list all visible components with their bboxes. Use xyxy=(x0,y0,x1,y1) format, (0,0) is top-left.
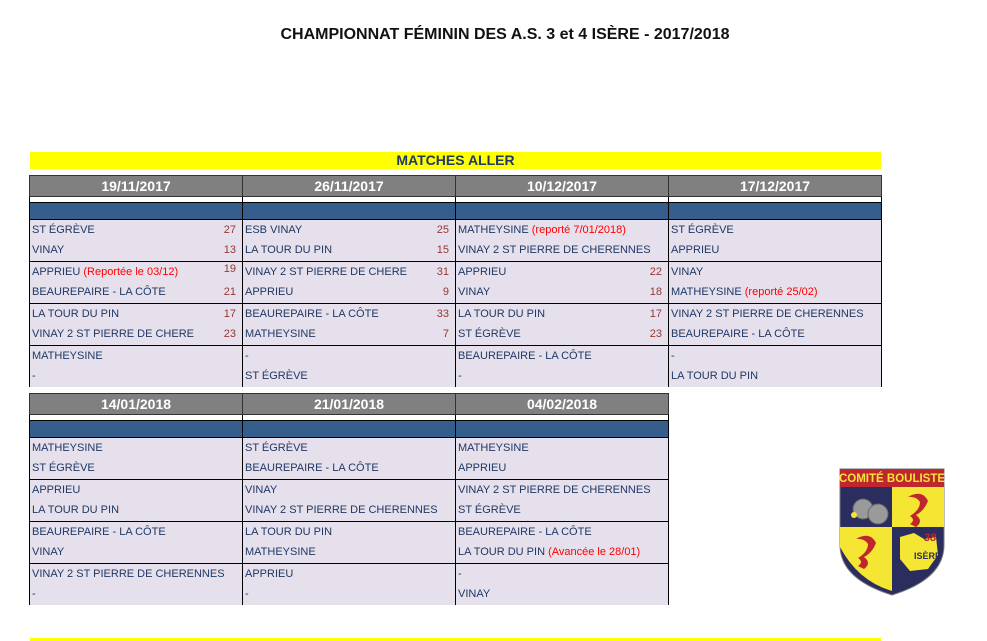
match xyxy=(243,522,455,563)
away-team-name: VINAY 2 ST PIERRE DE CHERENNES xyxy=(245,504,438,516)
home-team-line xyxy=(245,220,449,240)
match xyxy=(669,346,881,387)
section-header-matches-aller: MATCHES ALLER xyxy=(30,152,881,169)
match-cell xyxy=(243,480,456,522)
home-team-line xyxy=(671,262,875,282)
away-score: 13 xyxy=(223,244,236,256)
date-header: 04/02/2018 xyxy=(456,394,669,415)
home-team-name: VINAY 2 ST PIERRE DE CHERENNES xyxy=(32,568,225,580)
home-team-line xyxy=(245,262,449,282)
match xyxy=(669,304,881,345)
match-cell xyxy=(669,346,882,388)
match-cell xyxy=(30,304,243,346)
home-team-line xyxy=(32,304,236,324)
home-team-line xyxy=(245,346,449,366)
away-team-name: - xyxy=(32,370,36,382)
match-row xyxy=(30,220,882,262)
match-row xyxy=(30,480,669,522)
away-team-line xyxy=(245,240,449,260)
match-cell xyxy=(456,438,669,480)
match-cell xyxy=(30,564,243,606)
away-team-line xyxy=(671,240,875,260)
home-team-line xyxy=(458,438,662,458)
home-score: 33 xyxy=(436,308,449,320)
match xyxy=(30,304,242,345)
home-team-line xyxy=(32,346,236,366)
blue-band-cell xyxy=(30,203,243,220)
home-score: 25 xyxy=(436,224,449,236)
match xyxy=(243,480,455,521)
away-team-line xyxy=(245,366,449,386)
date-header-row xyxy=(30,394,669,415)
match xyxy=(456,304,668,345)
match xyxy=(456,262,668,303)
home-team-name: - xyxy=(458,568,462,580)
away-team-line xyxy=(32,240,236,260)
match xyxy=(456,480,668,521)
away-team-line xyxy=(458,500,662,520)
match xyxy=(30,262,242,303)
match-cell xyxy=(30,262,243,304)
match-cell xyxy=(30,220,243,262)
away-team-line xyxy=(245,282,449,302)
match xyxy=(30,220,242,261)
away-team-line xyxy=(32,282,236,302)
date-header: 21/01/2018 xyxy=(243,394,456,415)
match-cell xyxy=(30,346,243,388)
away-team-line xyxy=(458,324,662,344)
date-header: 10/12/2017 xyxy=(456,176,669,197)
comite-bouliste-logo xyxy=(838,467,946,597)
away-team-line xyxy=(458,240,662,260)
home-team-line xyxy=(458,564,662,584)
away-score: 18 xyxy=(649,286,662,298)
home-score: 22 xyxy=(649,266,662,278)
match xyxy=(243,346,455,387)
match-cell xyxy=(669,304,882,346)
date-header: 14/01/2018 xyxy=(30,394,243,415)
match xyxy=(30,480,242,521)
date-header-row xyxy=(30,176,882,197)
match xyxy=(669,220,881,261)
match-cell xyxy=(456,304,669,346)
home-team-line xyxy=(671,304,875,324)
away-score: 23 xyxy=(649,328,662,340)
away-team-name: BEAUREPAIRE - LA CÔTE xyxy=(671,328,805,340)
away-team-name: LA TOUR DU PIN xyxy=(671,370,759,382)
away-team-line xyxy=(245,324,449,344)
blue-band-cell xyxy=(456,421,669,438)
away-score: 23 xyxy=(223,328,236,340)
home-team-name: VINAY xyxy=(671,266,704,278)
home-team-name: APPRIEU xyxy=(458,266,507,278)
date-header: 17/12/2017 xyxy=(669,176,882,197)
away-score: 9 xyxy=(442,286,449,298)
blue-band-cell xyxy=(456,203,669,220)
home-team-name: APPRIEU xyxy=(32,484,81,496)
away-team-line xyxy=(32,458,236,478)
match xyxy=(243,438,455,479)
away-team-name: VINAY 2 ST PIERRE DE CHERE xyxy=(32,328,194,340)
away-team-name: ST ÉGRÈVE xyxy=(245,370,308,382)
home-score: 17 xyxy=(223,308,236,320)
home-team-line xyxy=(245,438,449,458)
away-team-name: VINAY xyxy=(458,588,491,600)
away-score: 21 xyxy=(223,286,236,298)
home-score: 19 xyxy=(223,263,236,275)
match xyxy=(30,522,242,563)
away-team-line xyxy=(32,324,236,344)
match-cell xyxy=(243,304,456,346)
home-team-name: ESB VINAY xyxy=(245,224,303,236)
home-team-line xyxy=(32,220,236,240)
home-score: 31 xyxy=(436,266,449,278)
home-team-line xyxy=(32,262,236,282)
away-team-name: MATHEYSINE xyxy=(671,286,742,298)
away-team-name: LA TOUR DU PIN xyxy=(32,504,120,516)
home-team-name: - xyxy=(671,350,675,362)
schedule-table-1 xyxy=(29,175,882,387)
date-header: 26/11/2017 xyxy=(243,176,456,197)
home-team-line xyxy=(245,564,449,584)
away-team-name: VINAY xyxy=(458,286,491,298)
match xyxy=(243,564,455,605)
schedule-table-2 xyxy=(29,393,669,605)
home-team-name: BEAUREPAIRE - LA CÔTE xyxy=(32,526,166,538)
home-note: (Reportée le 03/12) xyxy=(83,266,179,278)
match-cell xyxy=(456,346,669,388)
match-row xyxy=(30,304,882,346)
match-row xyxy=(30,438,669,480)
match xyxy=(456,438,668,479)
away-note: (reporté 25/02) xyxy=(744,286,818,298)
svg-text:38: 38 xyxy=(924,532,937,544)
home-team-name: MATHEYSINE xyxy=(458,224,529,236)
home-team-name: ST ÉGRÈVE xyxy=(671,224,734,236)
away-score: 15 xyxy=(436,244,449,256)
away-team-name: MATHEYSINE xyxy=(245,328,316,340)
match xyxy=(669,262,881,303)
match-cell xyxy=(456,480,669,522)
home-team-line xyxy=(32,564,236,584)
away-team-name: APPRIEU xyxy=(671,244,720,256)
home-team-line xyxy=(458,304,662,324)
home-team-name: VINAY xyxy=(245,484,278,496)
match xyxy=(30,438,242,479)
away-team-line xyxy=(458,458,662,478)
match xyxy=(456,522,668,563)
match-cell xyxy=(243,438,456,480)
svg-text:COMITÉ BOULISTE: COMITÉ BOULISTE xyxy=(838,473,946,485)
home-team-name: LA TOUR DU PIN xyxy=(32,308,120,320)
match xyxy=(243,220,455,261)
home-team-name: - xyxy=(245,350,249,362)
match-row xyxy=(30,564,669,606)
away-score: 7 xyxy=(442,328,449,340)
home-team-line xyxy=(671,346,875,366)
match xyxy=(456,346,668,387)
home-team-name: VINAY 2 ST PIERRE DE CHERENNES xyxy=(671,308,864,320)
match xyxy=(456,564,668,605)
away-team-line xyxy=(671,366,875,386)
home-team-line xyxy=(671,220,875,240)
away-note: (Avancée le 28/01) xyxy=(548,546,641,558)
home-team-line xyxy=(458,480,662,500)
home-team-name: VINAY 2 ST PIERRE DE CHERE xyxy=(245,266,407,278)
home-team-name: MATHEYSINE xyxy=(458,442,529,454)
away-team-name: - xyxy=(245,588,249,600)
home-team-line xyxy=(32,522,236,542)
away-team-name: APPRIEU xyxy=(458,462,507,474)
blue-band-cell xyxy=(669,203,882,220)
match-cell xyxy=(30,522,243,564)
date-header: 19/11/2017 xyxy=(30,176,243,197)
home-team-line xyxy=(245,480,449,500)
blue-band-row xyxy=(30,203,882,220)
blue-band-cell xyxy=(243,421,456,438)
away-team-line xyxy=(245,458,449,478)
home-team-name: VINAY 2 ST PIERRE DE CHERENNES xyxy=(458,484,651,496)
match-cell xyxy=(243,522,456,564)
match-row xyxy=(30,346,882,388)
home-team-name: BEAUREPAIRE - LA CÔTE xyxy=(458,350,592,362)
away-team-line xyxy=(458,542,662,562)
match-cell xyxy=(669,262,882,304)
away-team-line xyxy=(32,500,236,520)
match-cell xyxy=(243,564,456,606)
page-title: CHAMPIONNAT FÉMININ DES A.S. 3 et 4 ISÈRE - 2017/2018 xyxy=(280,26,730,43)
away-team-line xyxy=(245,500,449,520)
home-team-name: APPRIEU xyxy=(32,266,81,278)
home-team-name: BEAUREPAIRE - LA CÔTE xyxy=(245,308,379,320)
away-team-name: VINAY xyxy=(32,244,65,256)
away-team-name: APPRIEU xyxy=(245,286,294,298)
away-team-line xyxy=(32,366,236,386)
home-team-line xyxy=(458,220,662,240)
blue-band-cell xyxy=(30,421,243,438)
match-row xyxy=(30,262,882,304)
home-team-line xyxy=(32,438,236,458)
away-team-name: ST ÉGRÈVE xyxy=(32,462,95,474)
home-team-line xyxy=(245,304,449,324)
home-team-name: LA TOUR DU PIN xyxy=(245,526,333,538)
away-team-name: LA TOUR DU PIN xyxy=(458,546,546,558)
match-cell xyxy=(30,480,243,522)
home-score: 17 xyxy=(649,308,662,320)
match-cell xyxy=(456,564,669,606)
away-team-name: MATHEYSINE xyxy=(245,546,316,558)
away-team-line xyxy=(458,584,662,604)
home-team-name: MATHEYSINE xyxy=(32,442,103,454)
away-team-line xyxy=(245,584,449,604)
blue-band-cell xyxy=(243,203,456,220)
home-note: (reporté 7/01/2018) xyxy=(531,224,626,236)
away-team-name: BEAUREPAIRE - LA CÔTE xyxy=(32,286,166,298)
home-team-name: LA TOUR DU PIN xyxy=(458,308,546,320)
away-team-name: - xyxy=(458,370,462,382)
home-team-name: BEAUREPAIRE - LA CÔTE xyxy=(458,526,592,538)
match-cell xyxy=(30,438,243,480)
blue-band-row xyxy=(30,421,669,438)
home-score: 27 xyxy=(223,224,236,236)
match xyxy=(243,304,455,345)
away-team-name: ST ÉGRÈVE xyxy=(458,504,521,516)
match-cell xyxy=(243,262,456,304)
away-team-line xyxy=(32,542,236,562)
match xyxy=(30,346,242,387)
away-team-line xyxy=(245,542,449,562)
match-cell xyxy=(243,220,456,262)
match-cell xyxy=(669,220,882,262)
away-team-name: VINAY 2 ST PIERRE DE CHERENNES xyxy=(458,244,651,256)
svg-text:ISÈRE: ISÈRE xyxy=(914,551,942,561)
match xyxy=(30,564,242,605)
match-cell xyxy=(456,522,669,564)
away-team-name: VINAY xyxy=(32,546,65,558)
away-team-line xyxy=(458,366,662,386)
away-team-line xyxy=(671,282,875,302)
home-team-line xyxy=(32,480,236,500)
match-cell xyxy=(456,220,669,262)
away-team-line xyxy=(458,282,662,302)
match-cell xyxy=(456,262,669,304)
home-team-name: MATHEYSINE xyxy=(32,350,103,362)
match-row xyxy=(30,522,669,564)
away-team-name: - xyxy=(32,588,36,600)
away-team-line xyxy=(671,324,875,344)
match-cell xyxy=(243,346,456,388)
match xyxy=(456,220,668,261)
home-team-line xyxy=(458,262,662,282)
home-team-line xyxy=(458,522,662,542)
home-team-name: ST ÉGRÈVE xyxy=(32,224,95,236)
away-team-name: BEAUREPAIRE - LA CÔTE xyxy=(245,462,379,474)
away-team-name: ST ÉGRÈVE xyxy=(458,328,521,340)
away-team-line xyxy=(32,584,236,604)
home-team-line xyxy=(458,346,662,366)
match xyxy=(243,262,455,303)
home-team-name: ST ÉGRÈVE xyxy=(245,442,308,454)
home-team-name: APPRIEU xyxy=(245,568,294,580)
away-team-name: LA TOUR DU PIN xyxy=(245,244,333,256)
home-team-line xyxy=(245,522,449,542)
